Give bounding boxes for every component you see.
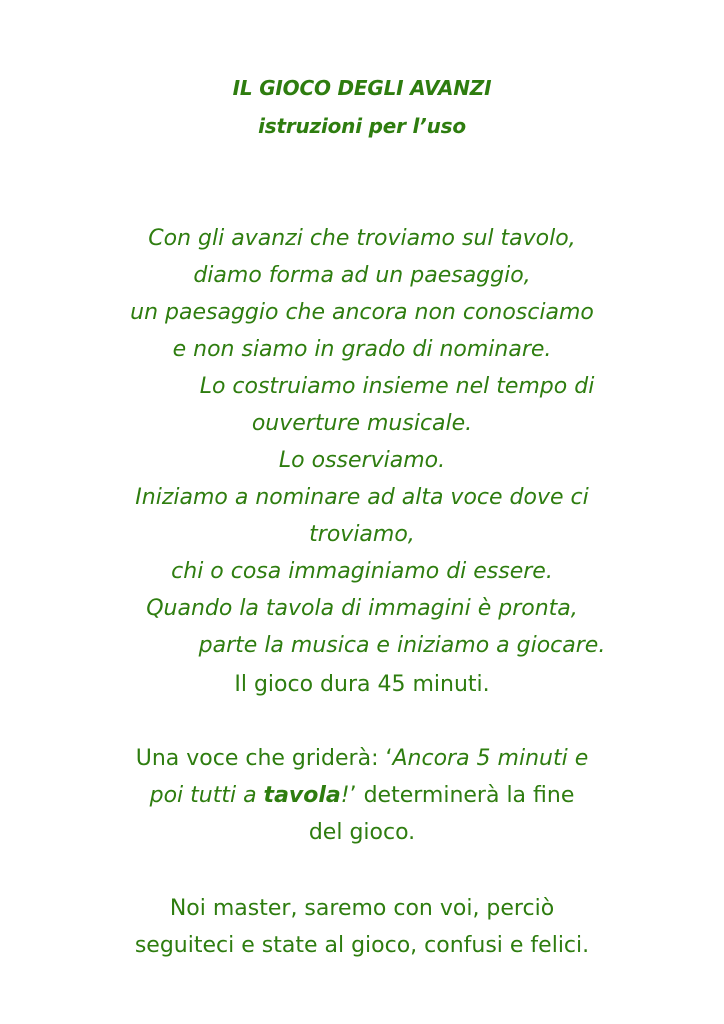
duration-text: Il gioco dura 45 minuti. — [234, 672, 490, 697]
poem-line-4: e non siamo in grado di nominare. — [172, 337, 552, 362]
title-subtitle: istruzioni per l’uso — [258, 114, 466, 138]
poem-line-2: diamo forma ad un paesaggio, — [193, 263, 531, 288]
poem-line-11: Quando la tavola di immagini è pronta, — [146, 596, 578, 621]
ending-line-1 — [0, 746, 724, 771]
poem-line-9: troviamo, — [309, 522, 415, 547]
ending-prefix: Una voce che griderà: ‘ — [135, 746, 393, 771]
ending-quote-part1: Ancora 5 minuti e — [392, 746, 589, 771]
ending-suffix: ’ determinerà la fine — [349, 783, 575, 808]
ending-line-2 — [0, 783, 724, 808]
poem-line-3: un paesaggio che ancora non conosciamo — [130, 300, 594, 325]
poem-line-8: Iniziamo a nominare ad alta voce dove ci — [135, 485, 589, 510]
poem-line-12: parte la musica e iniziamo a giocare. — [198, 633, 606, 658]
ending-quote-end: ! — [340, 783, 350, 808]
poem-line-5: Lo costruiamo insieme nel tempo di — [199, 374, 595, 399]
ending-line-3: del gioco. — [308, 820, 416, 845]
poem-line-10: chi o cosa immaginiamo di essere. — [171, 559, 553, 584]
poem-line-6: ouverture musicale. — [251, 411, 473, 436]
ending-quote-bold: tavola — [263, 783, 341, 808]
poem-line-7: Lo osserviamo. — [278, 448, 446, 473]
title-main: IL GIOCO DEGLI AVANZI — [232, 76, 492, 100]
ending-quote-part2: poi tutti a — [149, 783, 264, 808]
closing-line-2: seguiteci e state al gioco, confusi e felici. — [134, 933, 590, 958]
closing-line-1: Noi master, saremo con voi, perciò — [169, 896, 555, 921]
poem-line-1: Con gli avanzi che troviamo sul tavolo, — [148, 226, 576, 251]
